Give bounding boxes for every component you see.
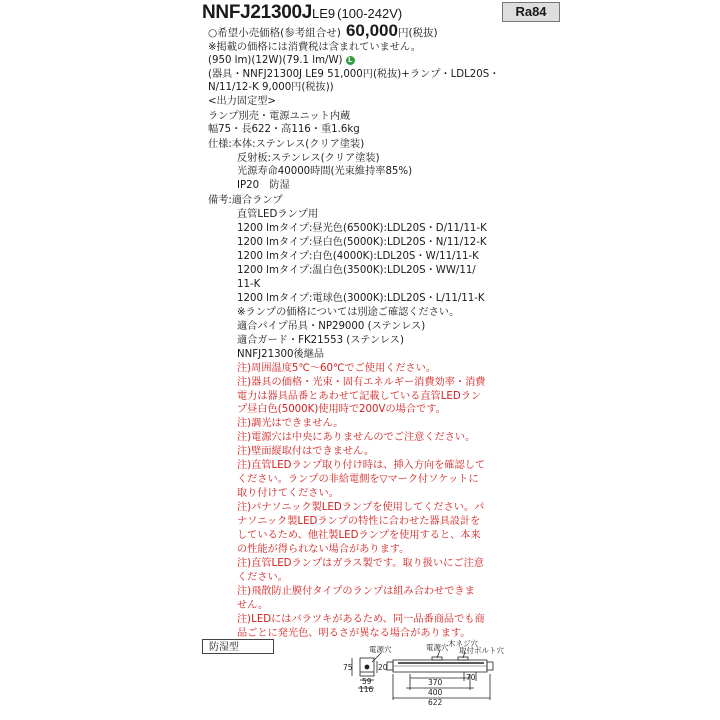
tax-note: ※掲載の価格には消費税は含まれていません。 xyxy=(208,42,421,53)
lamp-price-note: ※ランプの価格については別途ご確認ください。 xyxy=(237,307,460,318)
note-line: 注)直管LEDランプはガラス製です。取り扱いにご注意 xyxy=(237,558,484,569)
spec-life: 光源寿命40000時間(光束維持率85%) xyxy=(237,166,413,177)
note-line: 注)電源穴は中央にありませんのでご注意ください。 xyxy=(237,432,476,443)
lamp-row: 1200 lmタイプ:昼白色(5000K):LDL20S・N/11/12-K xyxy=(237,237,487,248)
spec-reflector: 反射板:ステンレス(クリア塗装) xyxy=(237,153,380,164)
lamp-row: 1200 lmタイプ:白色(4000K):LDL20S・W/11/11-K xyxy=(237,251,479,262)
guard-accessory: 適合ガード・FK21553 (ステンレス) xyxy=(237,335,404,346)
dim-20: 20 xyxy=(378,663,388,672)
price-unit: 円(税抜) xyxy=(397,27,438,39)
label-power-hole-left: 電源穴 xyxy=(369,645,392,654)
performance: (950 lm)(12W)(79.1 lm/W) xyxy=(208,55,343,66)
dim-75: 75 xyxy=(343,663,353,672)
note-line: 注)周囲温度5℃〜60℃でご使用ください。 xyxy=(237,363,437,374)
pipe-accessory: 適合パイプ吊具・NP29000 (ステンレス) xyxy=(237,321,426,332)
price-label: ○希望小売価格(参考組合せ) xyxy=(208,27,341,39)
note-line: プ昼白色(5000K)使用時で200Vの場合です。 xyxy=(237,404,446,415)
successor-note: NNFJ21300後継品 xyxy=(237,349,325,360)
note-line: ください。 xyxy=(237,572,288,583)
dim-116: 116 xyxy=(359,685,374,694)
type-label: 防湿型 xyxy=(202,639,274,654)
note-line: 品ごとに発光色、明るさが異なる場合があります。 xyxy=(237,628,471,639)
note-line: 注)飛散防止膜付タイプのランプは組み合わせできま xyxy=(237,586,475,597)
dim-370: 370 xyxy=(428,678,443,687)
ra-badge: Ra84 xyxy=(502,2,560,22)
combo-line-1: (器具・NNFJ21300J LE9 51,000円(税抜)+ランプ・LDL20S・ xyxy=(208,69,500,80)
note-line: 注)直管LEDランプ取り付け時は、挿入方向を確認して xyxy=(237,460,486,471)
note-line: せん。 xyxy=(237,600,269,611)
note-line: 注)LEDにはバラツキがあるため、同一品番商品でも商 xyxy=(237,614,485,625)
lamp-row: 1200 lmタイプ:電球色(3000K):LDL20S・L/11/11-K xyxy=(237,293,485,304)
leaf-icon: L xyxy=(346,56,355,65)
dim-400: 400 xyxy=(428,688,443,697)
lamp-row: 11-K xyxy=(237,279,261,290)
note-line: 取り付けてください。 xyxy=(237,488,339,499)
dimension-labels xyxy=(343,638,504,707)
remarks-type: 直管LEDランプ用 xyxy=(237,209,319,220)
combo-line-2: N/11/12-K 9,000円(税抜)) xyxy=(208,82,334,93)
dimensions: 幅75・長622・高116・重1.6kg xyxy=(208,124,360,135)
note-line: ナソニック製LEDランプの特性に合わせた器具設計を xyxy=(237,516,481,527)
spec-body: 仕様:本体:ステンレス(クリア塗装) xyxy=(208,139,365,150)
price-value: 60,000 xyxy=(345,21,398,40)
lamp-row: 1200 lmタイプ:温白色(3500K):LDL20S・WW/11/ xyxy=(237,265,476,276)
note-line: 注)器具の価格・光束・固有エネルギー消費効率・消費 xyxy=(237,377,486,388)
dim-70: 70 xyxy=(466,673,476,682)
spec-ip: IP20 防湿 xyxy=(237,180,290,191)
note-line: ください。ランプの非給電側を▽マーク付ソケットに xyxy=(237,474,479,485)
label-power-hole-right: 電源穴 xyxy=(426,643,449,652)
lamp-row: 1200 lmタイプ:昼光色(6500K):LDL20S・D/11/11-K xyxy=(237,223,487,234)
note-line: 電力は器具品番とあわせて記載している直管LEDラン xyxy=(237,391,482,402)
dim-622: 622 xyxy=(428,698,443,707)
performance-line xyxy=(208,55,355,67)
note-line: 注)パナソニック製LEDランプを使用してください。パ xyxy=(237,502,485,513)
label-mount-bolt-hole: 取付ボルト穴 xyxy=(459,646,504,655)
note-line: しているため、他社製LEDランプを使用すると、本来 xyxy=(237,530,481,541)
note-line: 注)壁面縦取付はできません。 xyxy=(237,446,375,457)
model-number: NNFJ21300J xyxy=(202,2,313,23)
output-type: <出力固定型> xyxy=(208,96,277,107)
lamp-power: ランプ別売・電源ユニット内蔵 xyxy=(208,111,351,122)
price-line xyxy=(208,21,438,41)
voltage: (100-242V) xyxy=(337,6,403,21)
note-line: の性能が得られない場合があります。 xyxy=(237,544,410,555)
dim-59: 59 xyxy=(362,677,372,686)
note-line: 注)調光はできません。 xyxy=(237,418,344,429)
side-profile xyxy=(352,650,493,700)
model-suffix: LE9 xyxy=(312,6,336,21)
remarks-label: 備考:適合ランプ xyxy=(208,195,283,206)
label-wood-screw-hole: 木ネジ穴 xyxy=(448,639,478,648)
